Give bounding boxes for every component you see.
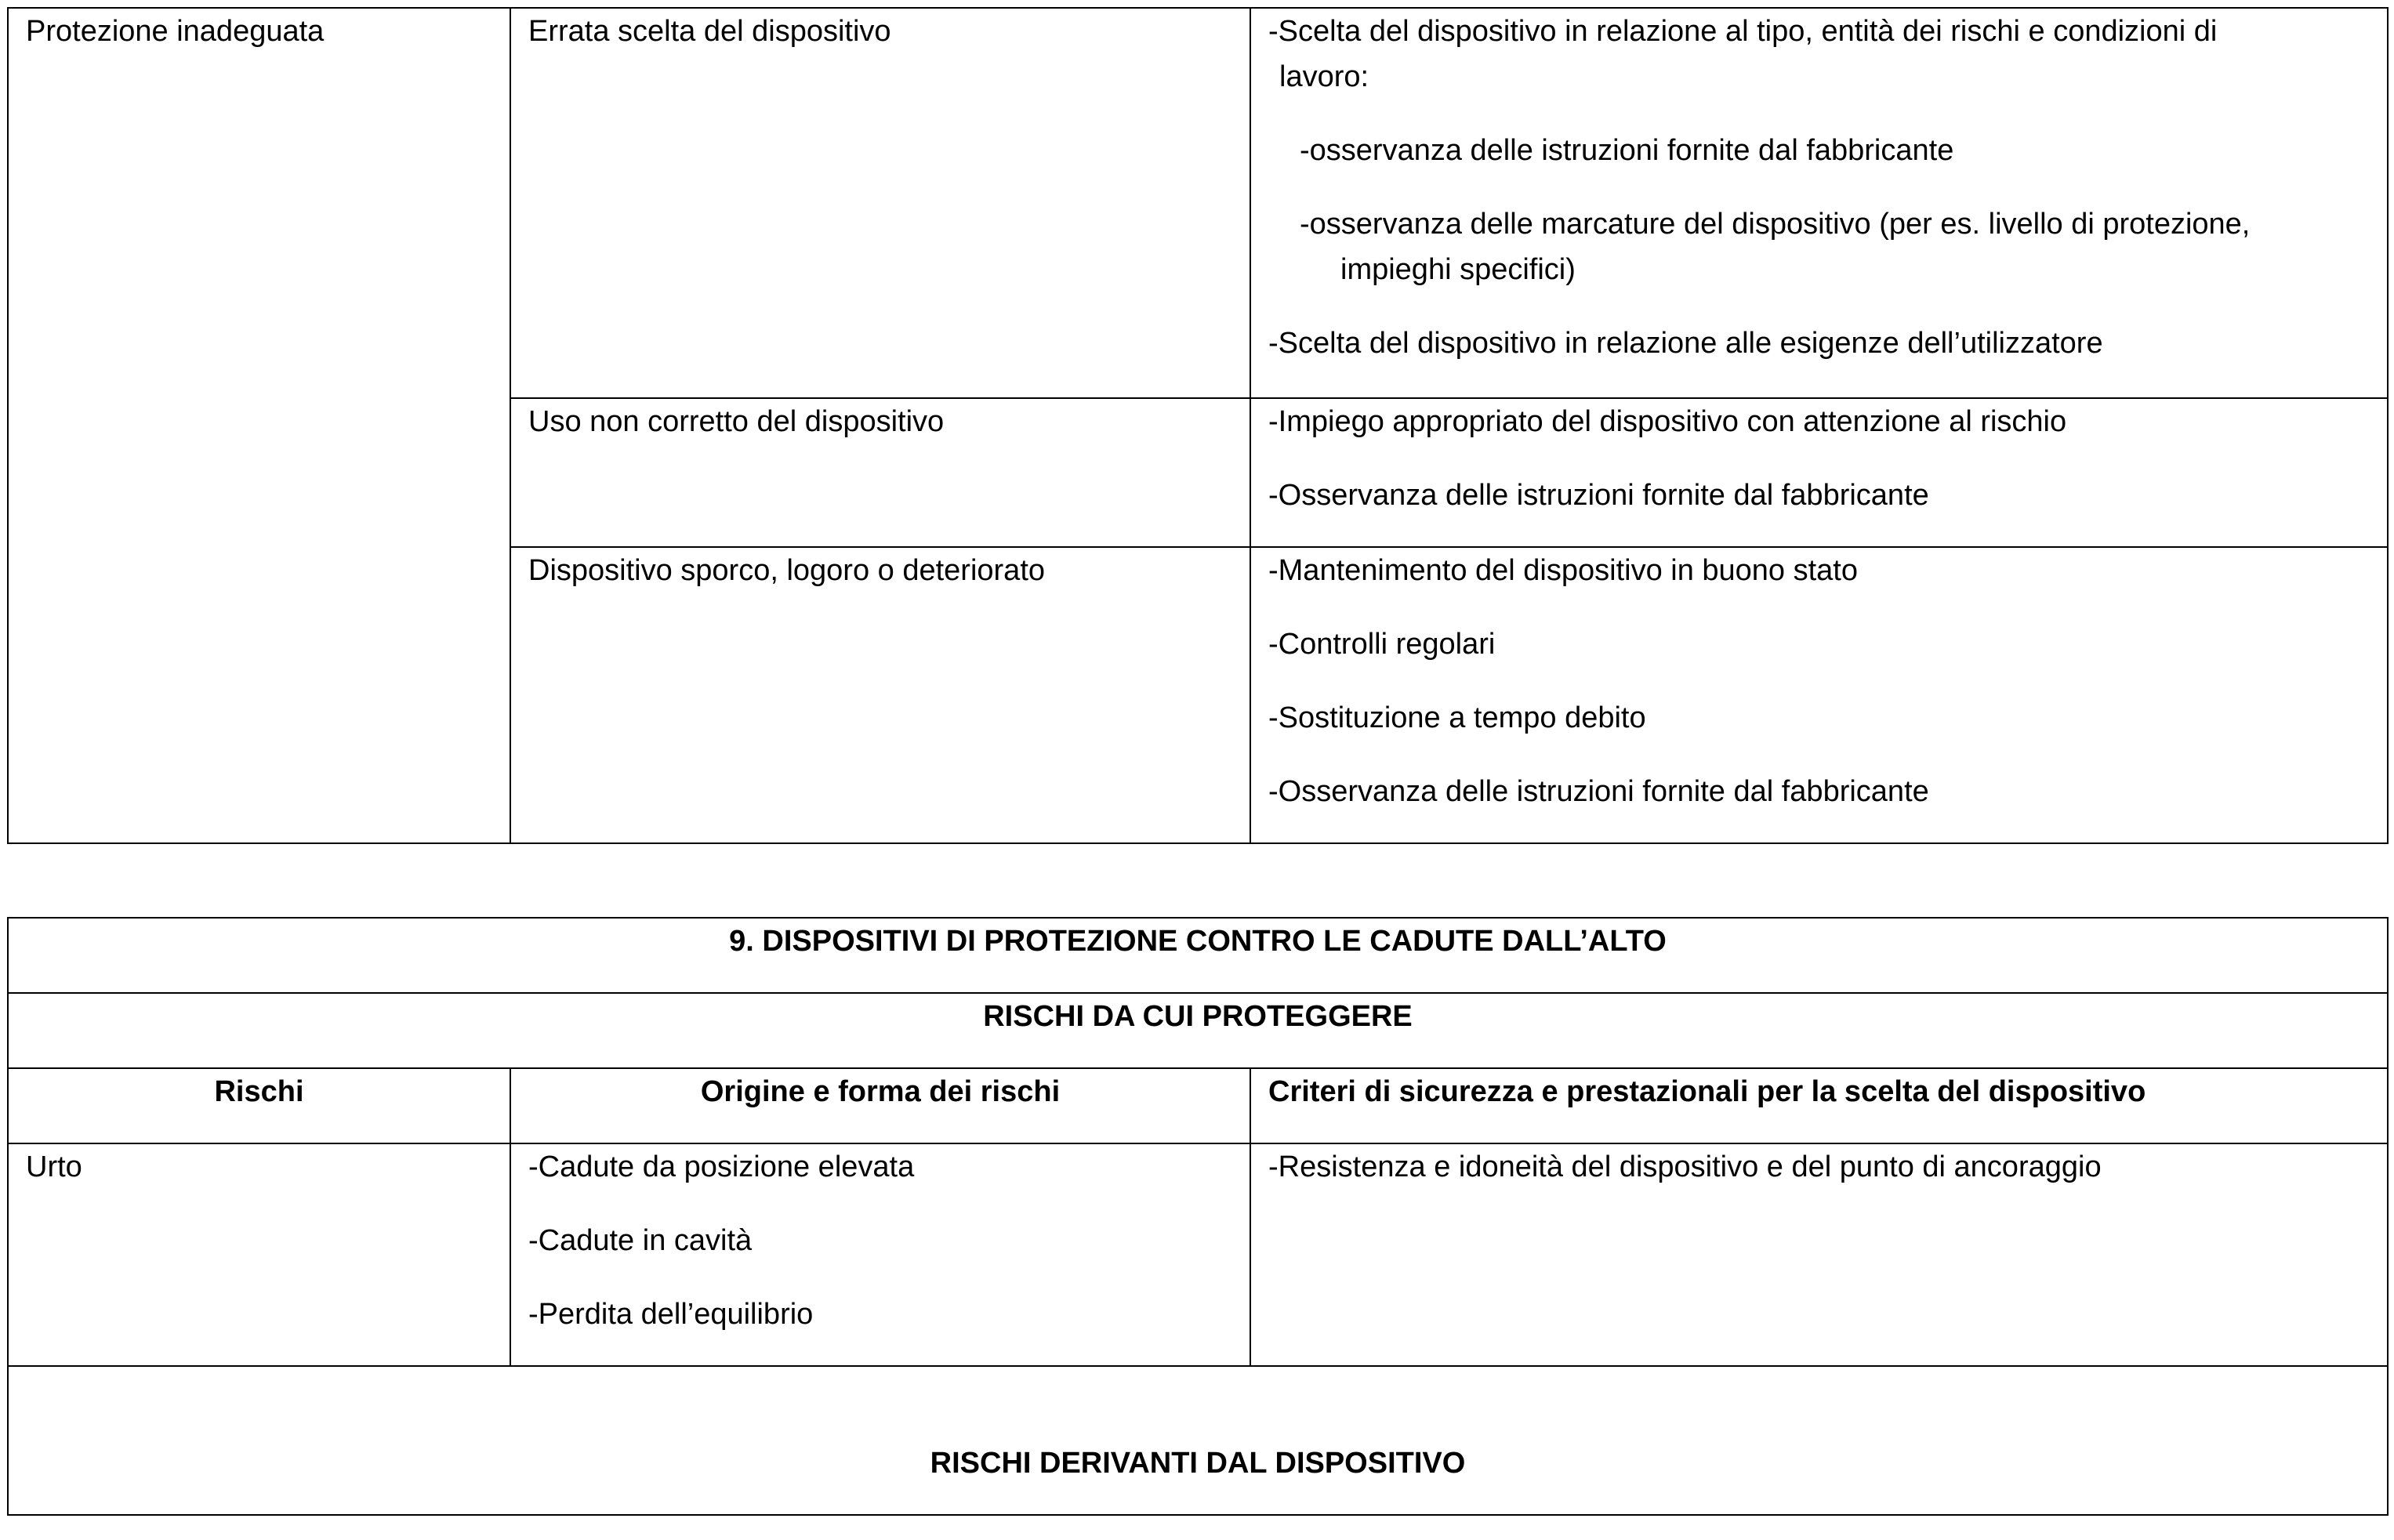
origin-cell xyxy=(510,547,1250,843)
criteria-line: -Mantenimento del dispositivo in buono stato xyxy=(1268,554,1859,587)
criteria-line: -Sostituzione a tempo debito xyxy=(1268,701,1646,734)
criteria-line: -Controlli regolari xyxy=(1268,628,1496,661)
subtitle-row xyxy=(8,993,2388,1068)
footer-row xyxy=(8,1366,2388,1515)
risk-cell xyxy=(8,1143,510,1366)
section-title: 9. DISPOSITIVI DI PROTEZIONE CONTRO LE CADUTE DALL’ALTO xyxy=(8,918,2388,993)
criteria-cell xyxy=(1250,547,2388,843)
origin-text: Uso non corretto del dispositivo xyxy=(528,405,945,438)
origin-text: Dispositivo sporco, logoro o deteriorato xyxy=(528,554,1046,587)
header-criteria: Criteri di sicurezza e prestazionali per la scelta del dispositivo xyxy=(1250,1068,2388,1143)
risk-table-continued xyxy=(7,7,2389,844)
criteria-cell xyxy=(1250,1143,2388,1366)
criteria-line: -Resistenza e idoneità del dispositivo e del punto di ancoraggio xyxy=(1268,1150,2102,1183)
risk-cell xyxy=(8,8,510,843)
criteria-cell xyxy=(1250,8,2388,398)
footer-title-text: RISCHI DERIVANTI DAL DISPOSITIVO xyxy=(930,1447,1466,1480)
origin-cell xyxy=(510,8,1250,398)
criteria-line: lavoro: xyxy=(1279,60,1369,93)
criteria-line: -Osservanza delle istruzioni fornite dal fabbricante xyxy=(1268,479,1929,512)
footer-title xyxy=(8,1366,2388,1515)
criteria-line: -Scelta del dispositivo in relazione al tipo, entità dei rischi e condizioni di xyxy=(1268,15,2218,48)
fall-protection-table xyxy=(7,917,2389,1516)
section-subtitle: RISCHI DA CUI PROTEGGERE xyxy=(8,993,2388,1068)
criteria-cell xyxy=(1250,398,2388,547)
origin-line: -Perdita dell’equilibrio xyxy=(528,1298,814,1331)
criteria-subline: -osservanza delle istruzioni fornite dal fabbricante xyxy=(1300,134,1954,167)
risk-text: Protezione inadeguata xyxy=(26,15,325,48)
risk-text: Urto xyxy=(26,1150,82,1183)
origin-cell xyxy=(510,398,1250,547)
section-title-row xyxy=(8,918,2388,993)
origin-cell xyxy=(510,1143,1250,1366)
origin-line: -Cadute in cavità xyxy=(528,1224,753,1257)
criteria-line: -Osservanza delle istruzioni fornite dal fabbricante xyxy=(1268,775,1929,808)
origin-text: Errata scelta del dispositivo xyxy=(528,15,891,48)
table-row xyxy=(8,8,2388,398)
header-risk: Rischi xyxy=(8,1068,510,1143)
criteria-subline: -osservanza delle marcature del dispositivo (per es. livello di protezione, xyxy=(1300,208,2251,241)
criteria-subline: impieghi specifici) xyxy=(1340,253,1576,286)
header-row xyxy=(8,1068,2388,1143)
table-row xyxy=(8,1143,2388,1366)
header-origin: Origine e forma dei rischi xyxy=(510,1068,1250,1143)
criteria-line: -Impiego appropriato del dispositivo con attenzione al rischio xyxy=(1268,405,2067,438)
origin-line: -Cadute da posizione elevata xyxy=(528,1150,915,1183)
criteria-line: -Scelta del dispositivo in relazione alle esigenze dell’utilizzatore xyxy=(1268,327,2103,360)
